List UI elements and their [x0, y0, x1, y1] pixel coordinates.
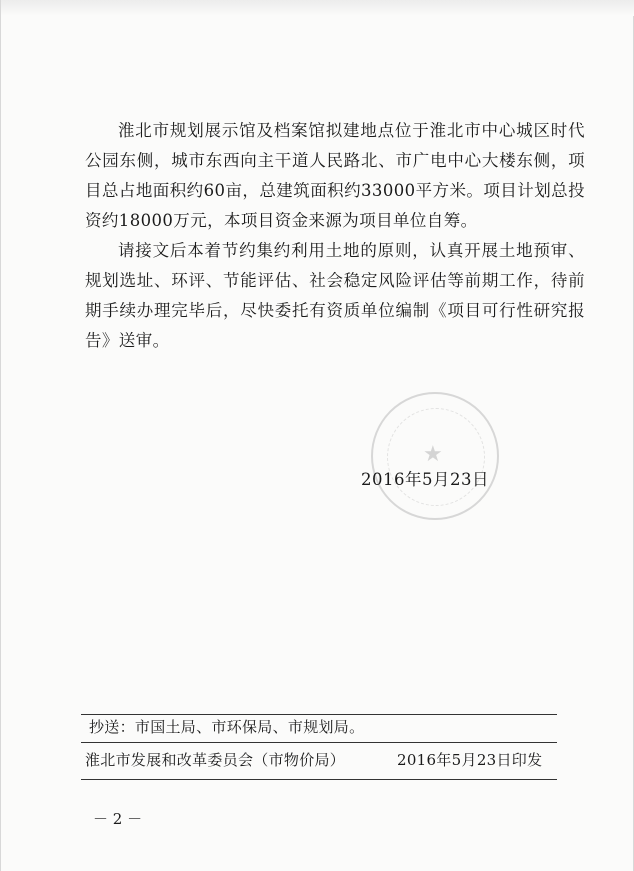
page-number: － 2 －: [93, 810, 143, 828]
paragraph-instructions: 请接文后本着节约集约利用土地的原则，认真开展土地预审、规划选址、环评、节能评估、社会稳定风险评估等前期工作，待前期手续办理完毕后，尽快委托有资质单位编制《项目可行性研究报告》送审。: [85, 241, 585, 350]
issuer-name: 淮北市发展和改革委员会（市物价局）: [85, 751, 346, 769]
official-seal: [371, 392, 499, 520]
footer-rule-middle: [81, 742, 557, 743]
seal-star-icon: ★: [423, 442, 443, 467]
issued-date: 2016年5月23日印发: [397, 751, 543, 769]
page-top-edge: [1, 0, 634, 16]
paragraph-project-description: 淮北市规划展示馆及档案馆拟建地点位于淮北市中心城区时代公园东侧，城市东西向主干道人民路北、市广电中心大楼东侧，项目总占地面积约60亩，总建筑面积约33000平方米。项目计划总投资约18000万元，本项目资金来源为项目单位自筹。: [85, 121, 585, 230]
cc-line: 抄送：市国土局、市环保局、市规划局。: [89, 718, 365, 736]
footer-rule-bottom: [81, 779, 557, 780]
footer-rule-top: [81, 714, 557, 715]
signature-date: 2016年5月23日: [361, 470, 489, 489]
document-body: [85, 116, 585, 356]
